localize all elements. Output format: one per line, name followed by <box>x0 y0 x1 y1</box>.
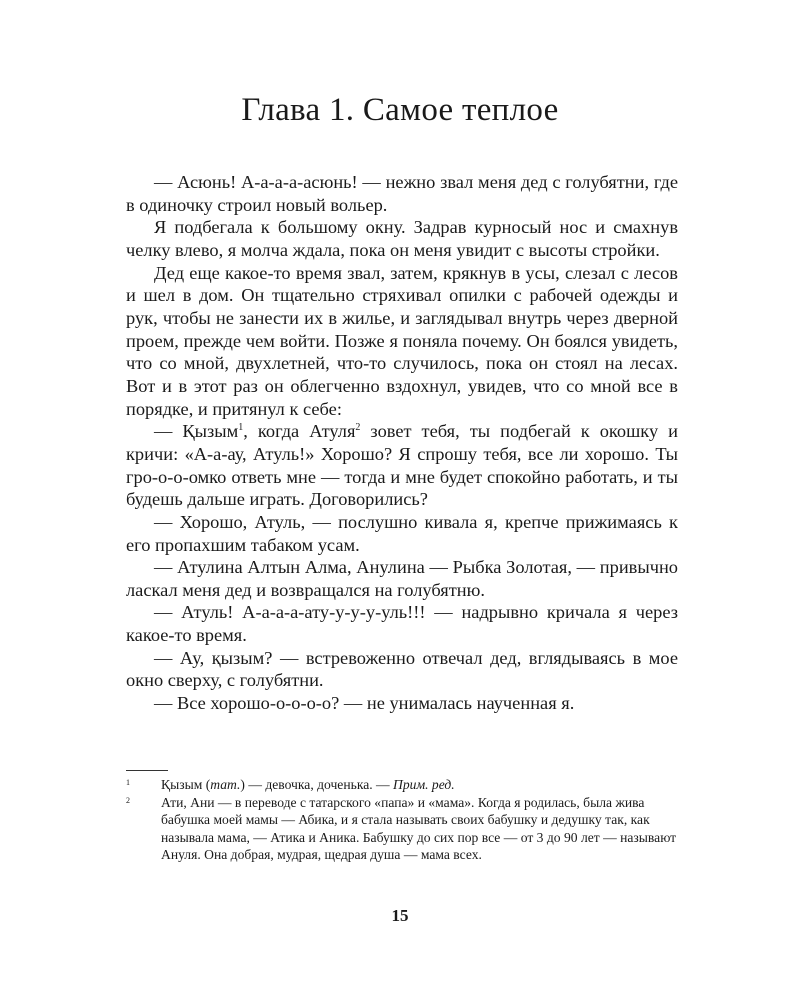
footnote-1-editor-note: Прим. ред. <box>393 777 455 792</box>
paragraph-2: Я подбегала к большому окну. Задрав курносый нос и смахнув челку влево, я молча ждала, пока он меня увидит с высоты стройки. <box>126 217 678 260</box>
footnote-ref-1: 1 <box>238 422 244 434</box>
paragraph-4 <box>126 420 678 511</box>
body-text <box>126 171 678 715</box>
paragraph-5: — Хорошо, Атуль, — послушно кивала я, крепче прижимаясь к его пропахшим табаком усам. <box>126 511 678 555</box>
paragraph-1: — Асюнь! А-а-а-а-асюнь! — нежно звал меня дед с голубятни, где в одиночку строил новый вольер. <box>126 172 678 215</box>
footnote-2-text: Ати, Ани — в переводе с татарского «папа» и «мама». Когда я родилась, была жива бабушка моей мамы — Абика, и я стала называть своих бабушку и дедушку так, как называла мама, — Атика и Аника. Бабушку до сих пор все — от 3 до 90 лет — называют Ануля. Она добрая, мудрая, щедрая душа — мама всех. <box>161 794 677 863</box>
page-number: 15 <box>391 906 409 925</box>
paragraph-8: — Ау, қызым? — встревоженно отвечал дед, вглядываясь в мое окно сверху, с голубятни. <box>126 647 678 691</box>
footnote-1-rest: ) — девочка, доченька. — <box>240 777 394 792</box>
footnote-1-mark: 1 <box>126 778 130 787</box>
paragraph-7: — Атуль! А-а-а-а-ату-у-у-у-уль!!! — надрывно кричала я через какое-то время. <box>126 602 678 646</box>
footnote-2 <box>126 794 682 864</box>
paragraph-4-part-a: — Қызым <box>154 421 239 442</box>
paragraph-3: Дед еще какое-то время звал, затем, крякнув в усы, слезал с лесов и шел в дом. Он тщательно стряхивал опилки с рабочей одежды и рук, чтобы не занести их в жилье, и заглядывал внутрь через дверной проем, прежде чем войти. Позже я поняла почему. Он боялся увидеть, что со мной, двухлетней, что-то случилось, пока он стоял на лесах. Вот и в этот раз он облегченно вздохнул, увидев, что со мной все в порядке, и притянул к себе: <box>126 262 678 419</box>
chapter-title: Глава 1. Самое теплое <box>241 92 559 128</box>
footnote-1-word: Қызым ( <box>161 777 211 792</box>
footnotes <box>126 776 682 864</box>
paragraph-4-part-b: , когда Атуля <box>243 421 356 442</box>
footnote-1 <box>126 776 682 794</box>
paragraph-9: — Все хорошо-о-о-о-о? — не унималась наученная я. <box>154 693 575 714</box>
paragraph-6: — Атулина Алтын Алма, Анулина — Рыбка Золотая, — привычно ласкал меня дед и возвращался на голубятню. <box>126 557 678 600</box>
footnote-2-mark: 2 <box>126 795 130 805</box>
paragraph-4-part-c: зовет тебя, ты подбегай к окошку и кричи: «А-а-ау, Атуль!» Хорошо? Я спрошу тебя, все ли хорошо. Ты гро-о-о-омко ответь мне — тогда и мне будет спокойно работать, и ты будешь дальше играть. Договорились? <box>126 421 679 510</box>
footnote-ref-2: 2 <box>355 422 361 434</box>
footnote-divider <box>126 770 168 771</box>
footnote-1-lang: тат. <box>210 777 241 792</box>
